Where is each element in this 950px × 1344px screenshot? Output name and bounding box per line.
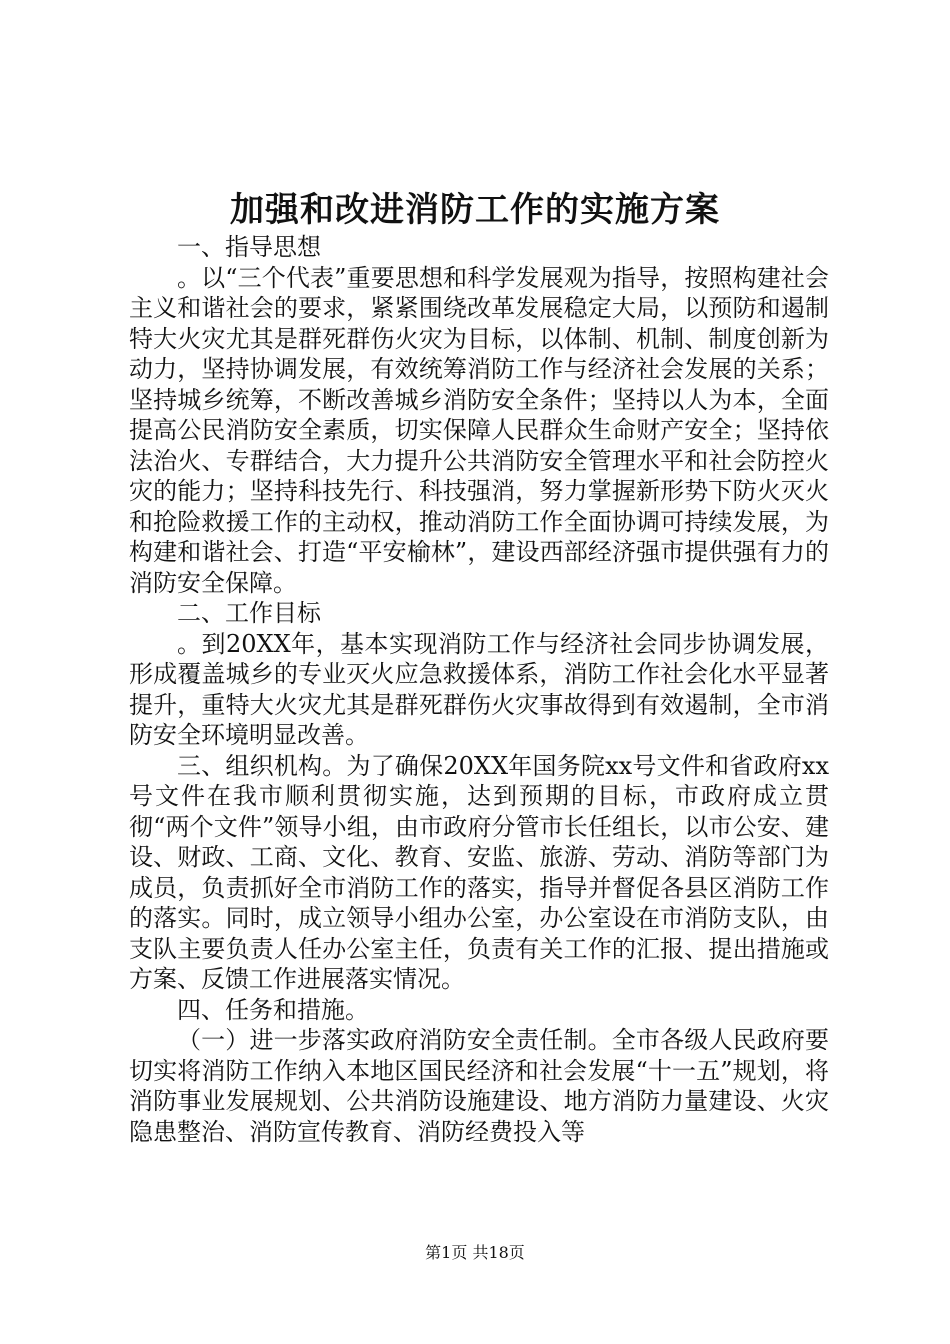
document-body (129, 232, 829, 1147)
paragraph-work-goals: 。到20XX年，基本实现消防工作与经济社会同步协调发展，形成覆盖城乡的专业灭火应急救援体系，消防工作社会化水平显著提升，重特大火灾尤其是群死群伤火灾事故得到有效遏制，全市消防安全环境明显改善。 (129, 629, 829, 749)
section-heading-guiding-ideology: 一、指导思想 (177, 233, 321, 261)
page-footer: 第1页 共18页 (425, 1243, 525, 1262)
section-heading-tasks-measures: 四、任务和措施。 (177, 995, 369, 1024)
paragraph-guiding-ideology: 。以“三个代表”重要思想和科学发展观为指导，按照构建社会主义和谐社会的要求，紧紧围绕改革发展稳定大局，以预防和遏制特大火灾尤其是群死群伤火灾为目标，以体制、机制、制度创新为动力，坚持协调发展，有效统筹消防工作与经济社会发展的关系；坚持城乡统筹，不断改善城乡消防安全条件；坚持以人为本，全面提高公民消防安全素质，切实保障人民群众生命财产安全；坚持依法治火、专群结合，大力提升公共消防安全管理水平和社会防控火灾的能力；坚持科技先行、科技强消，努力掌握新形势下防火灭火和抢险救援工作的主动权，推动消防工作全面协调可持续发展，为构建和谐社会、打造“平安榆林”，建设西部经济强市提供强有力的消防安全保障。 (129, 263, 829, 597)
paragraph-organization: 三、组织机构。为了确保20XX年国务院xx号文件和省政府xx号文件在我市顺利贯彻实施，达到预期的目标，市政府成立贯彻“两个文件”领导小组，由市政府分管市长任组长，以市公安、建设、财政、工商、文化、教育、安监、旅游、劳动、消防等部门为成员，负责抓好全市消防工作的落实，指导并督促各县区消防工作的落实。同时，成立领导小组办公室，办公室设在市消防支队，由支队主要负责人任办公室主任，负责有关工作的汇报、提出措施或方案、反馈工作进展落实情况。 (129, 751, 829, 993)
section-heading-work-goals: 二、工作目标 (177, 599, 321, 627)
document-title: 加强和改进消防工作的实施方案 (230, 190, 720, 230)
paragraph-task-one: （一）进一步落实政府消防安全责任制。全市各级人民政府要切实将消防工作纳入本地区国民经济和社会发展“十一五”规划，将消防事业发展规划、公共消防设施建设、地方消防力量建设、火灾隐患整治、消防宣传教育、消防经费投入等 (129, 1026, 829, 1146)
